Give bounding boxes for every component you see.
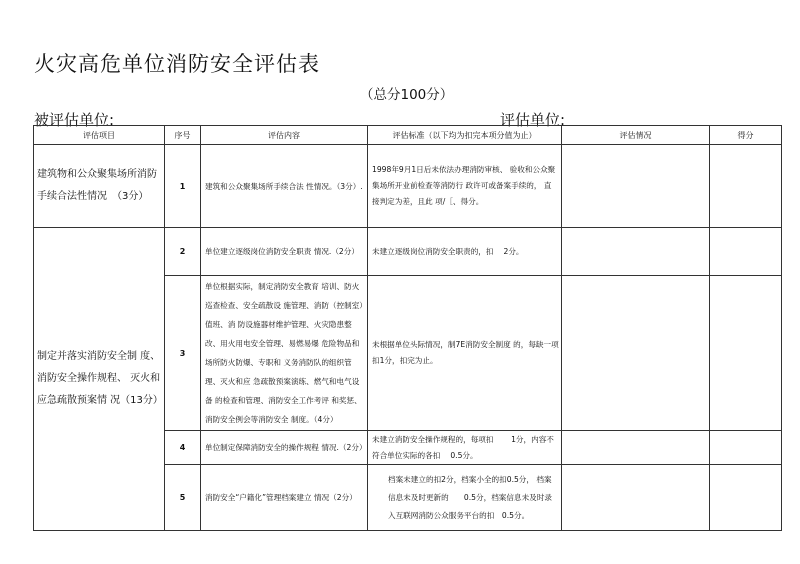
standard-cell: 1998年9月1日后未依法办理消防审核、 验收和公众聚集场所开业前检查等消防行 政许可或备案手续的， 直接判定为差，且此 项/［、得分。 [368, 145, 562, 228]
header-standard: 评估标准（以下均为扣完本项分值为止） [368, 126, 562, 145]
situation-cell[interactable] [562, 276, 710, 431]
header-content: 评估内容 [201, 126, 368, 145]
row-number: 2 [165, 228, 201, 276]
evaluated-unit-label: 被评估单位: [34, 111, 115, 129]
header-item: 评估项目 [34, 126, 165, 145]
content-cell: 单位根据实际，制定消防安全教育 培训、防火巡查检查、安全疏散设 施管理、消防（控制室）值班、消 防设施器材维护管理、火灾隐患整 改、用火用电安全管理、易燃易爆 危险物品和场所防火防爆、专职和 义务消防队的组织管理、灭火和应 急疏散预案演练、燃气和电气设备 的检查和管理、消防安全工作考评 和奖惩、消防安全例会等消防安全 制度。（4分） [201, 276, 368, 431]
row-number: 4 [165, 431, 201, 465]
standard-cell: 未根据单位头际情况，制7E消防安全制度 的，每缺一项扣1分，扣完为止。 [368, 276, 562, 431]
standard-cell: 未建立消防安全操作规程的，每项扣 1分，内容不符合单位实际的各扣 0.5分。 [368, 431, 562, 465]
score-cell[interactable] [710, 145, 782, 228]
row-number: 1 [165, 145, 201, 228]
score-cell[interactable] [710, 276, 782, 431]
score-cell[interactable] [710, 228, 782, 276]
situation-cell[interactable] [562, 145, 710, 228]
category-cell: 建筑物和公众聚集场所消防手续合法性情况 （3分） [34, 145, 165, 228]
score-cell[interactable] [710, 465, 782, 531]
total-score-note: （总分100分） [360, 87, 454, 103]
standard-cell: 未建立逐级岗位消防安全职责的，扣 2分。 [368, 228, 562, 276]
content-cell: 单位建立逐级岗位消防安全职责 情况.（2分） [201, 228, 368, 276]
row-number: 3 [165, 276, 201, 431]
table-row [34, 145, 782, 228]
content-cell: 建筑和公众聚集场所手续合法 性情况。（3分）. [201, 145, 368, 228]
header-score: 得分 [710, 126, 782, 145]
evaluating-unit-label: 评估单位: [500, 111, 566, 129]
situation-cell[interactable] [562, 431, 710, 465]
header-situation: 评估情况 [562, 126, 710, 145]
score-cell[interactable] [710, 431, 782, 465]
header-row [34, 126, 782, 145]
content-cell: 单位制定保障消防安全的操作规程 情况.（2分） [201, 431, 368, 465]
table-row [34, 228, 782, 276]
category-cell: 制定并落实消防安全制 度、消防安全操作规程、 灭火和应急疏散预案情 况（13分） [34, 228, 165, 531]
assessment-table [33, 125, 782, 531]
content-cell: 消防安全“户籍化”管理档案建立 情况（2分） [201, 465, 368, 531]
header-number: 序号 [165, 126, 201, 145]
situation-cell[interactable] [562, 465, 710, 531]
row-number: 5 [165, 465, 201, 531]
document-title: 火灾高危单位消防安全评估表 [34, 52, 320, 76]
standard-cell: 档案未建立的扣2分，档案小全的扣0.5分， 档案信息未及时更新的 0.5分，档案信息未及时录入互联网消防公众服务平台的扣 0.5分。 [368, 465, 562, 531]
situation-cell[interactable] [562, 228, 710, 276]
